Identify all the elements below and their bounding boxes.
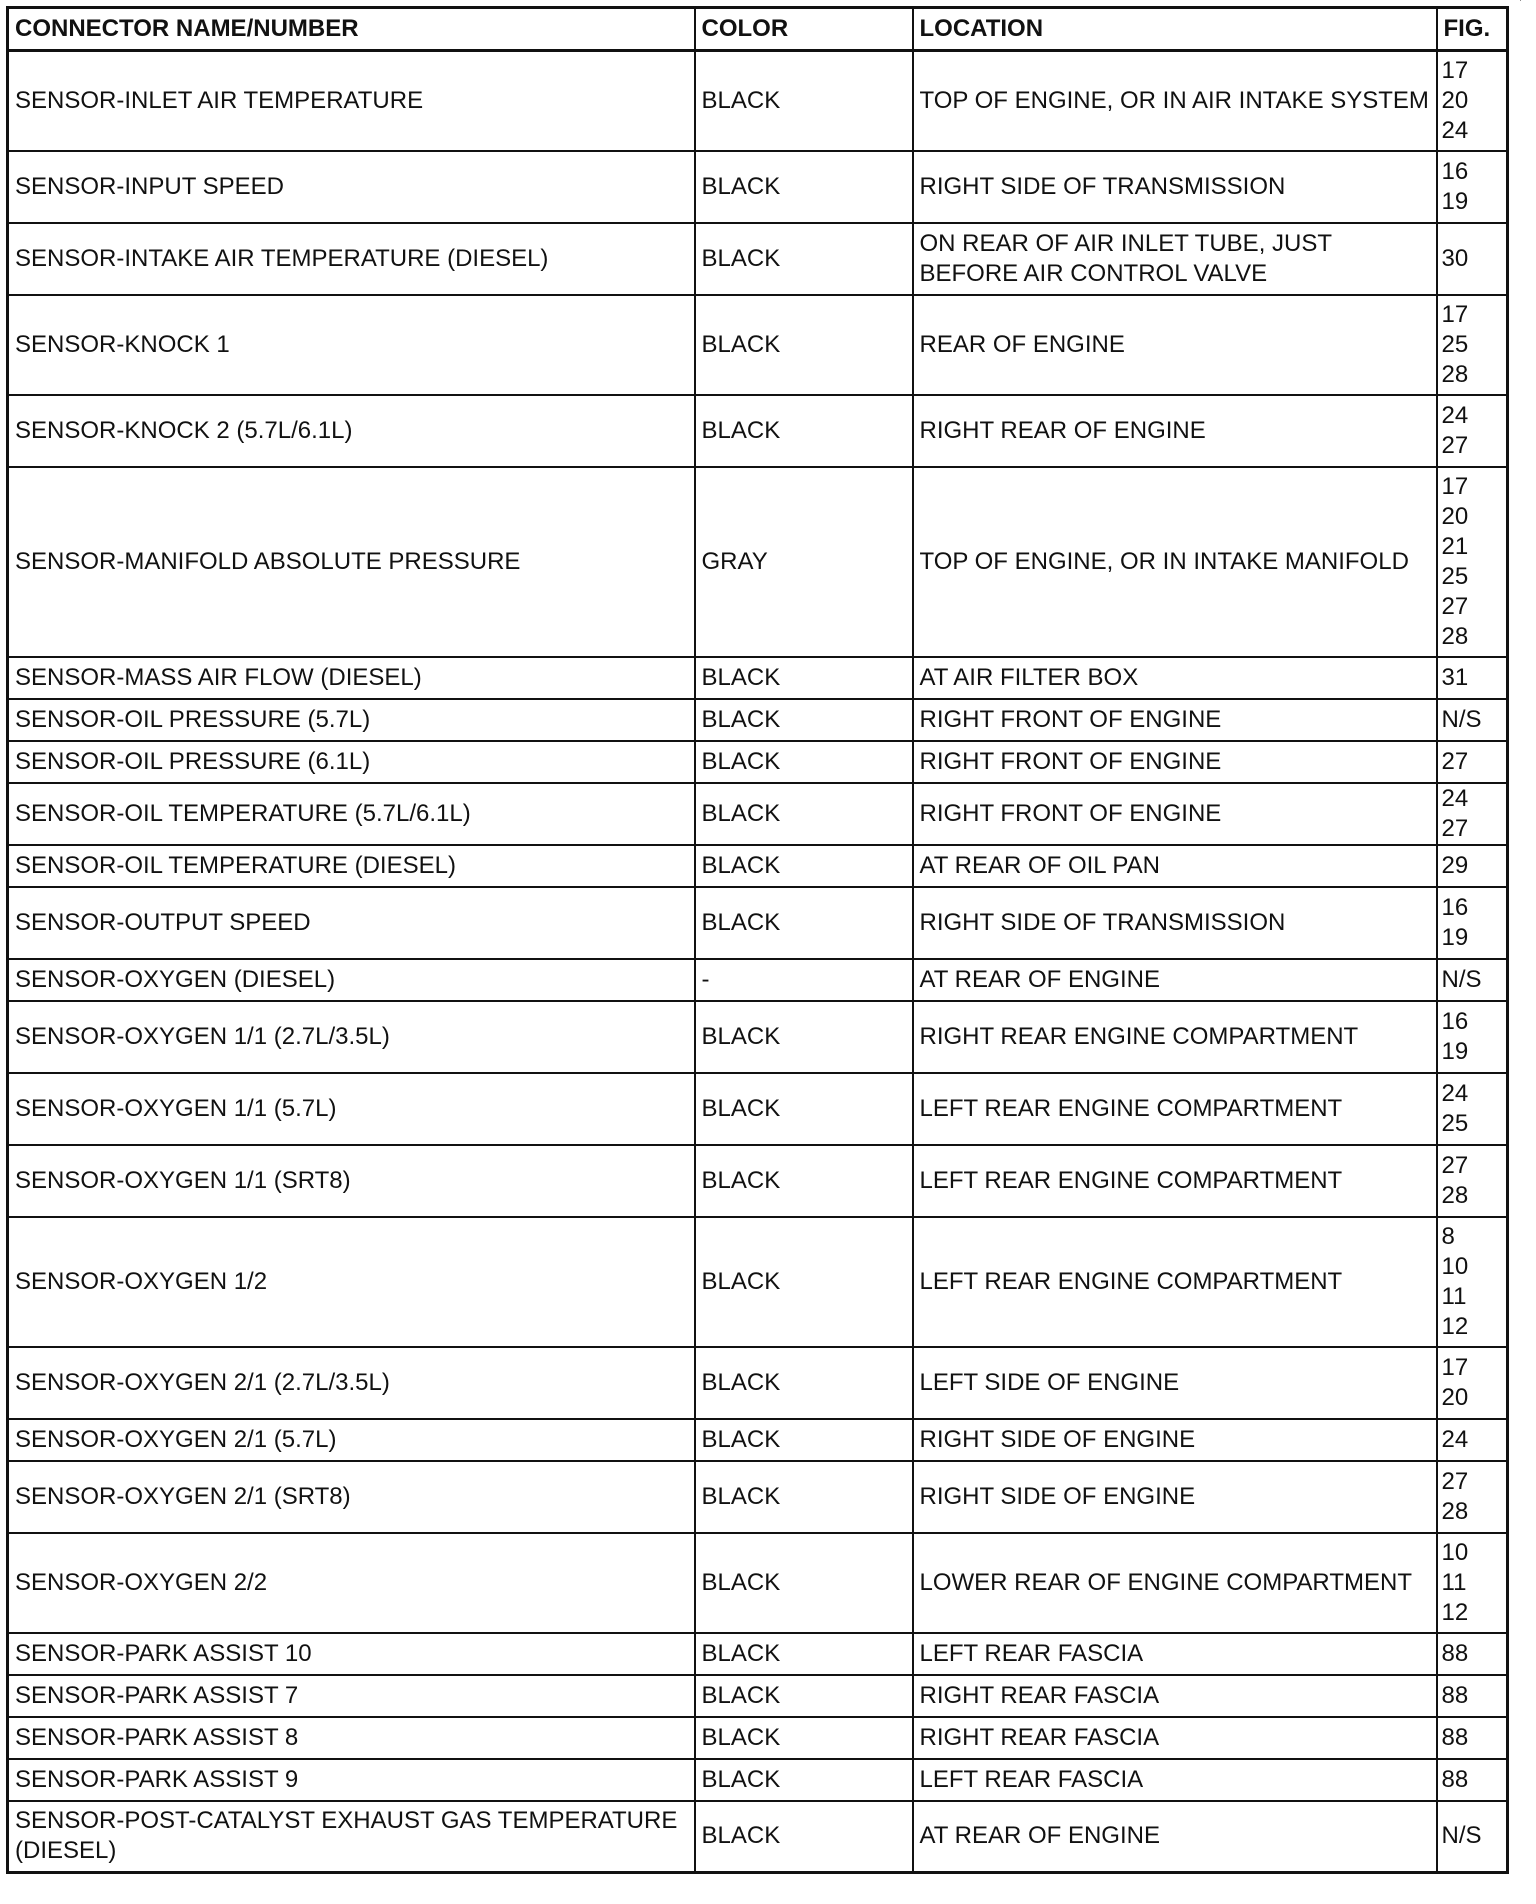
table-row <box>8 887 1508 959</box>
connector-color-cell: BLACK <box>695 1001 913 1073</box>
connector-name-cell: SENSOR-OXYGEN 2/1 (5.7L) <box>8 1419 695 1461</box>
fig-number: 25 <box>1441 1109 1469 1137</box>
connector-color-cell: BLACK <box>695 223 913 295</box>
connector-location-cell: RIGHT FRONT OF ENGINE <box>913 741 1437 783</box>
connector-location-cell: RIGHT FRONT OF ENGINE <box>913 699 1437 741</box>
connector-name-cell: SENSOR-INPUT SPEED <box>8 151 695 223</box>
table-row <box>8 1675 1508 1717</box>
fig-number: N/S <box>1441 965 1482 993</box>
connector-name-cell: SENSOR-OXYGEN 1/1 (SRT8) <box>8 1145 695 1217</box>
fig-cell <box>1437 467 1508 657</box>
fig-number: 27 <box>1441 747 1469 775</box>
connector-name-cell: SENSOR-MASS AIR FLOW (DIESEL) <box>8 657 695 699</box>
table-row <box>8 1633 1508 1675</box>
fig-number: 17 <box>1441 1353 1469 1381</box>
table-header <box>8 8 1508 51</box>
connector-name-cell: SENSOR-PARK ASSIST 7 <box>8 1675 695 1717</box>
connector-color-cell: BLACK <box>695 1217 913 1347</box>
header-row <box>8 8 1508 51</box>
connector-name-cell: SENSOR-INTAKE AIR TEMPERATURE (DIESEL) <box>8 223 695 295</box>
fig-number: 28 <box>1441 1497 1469 1525</box>
connector-name-cell: SENSOR-PARK ASSIST 8 <box>8 1717 695 1759</box>
connector-name-cell: SENSOR-OXYGEN 1/2 <box>8 1217 695 1347</box>
table-row <box>8 699 1508 741</box>
fig-number: 10 <box>1441 1252 1469 1280</box>
fig-cell <box>1437 1533 1508 1633</box>
fig-cell <box>1437 1633 1508 1675</box>
connector-location-cell: RIGHT SIDE OF ENGINE <box>913 1461 1437 1533</box>
table-row <box>8 1759 1508 1801</box>
connector-table <box>6 6 1509 1874</box>
connector-color-cell: BLACK <box>695 699 913 741</box>
fig-number: 24 <box>1441 1079 1469 1107</box>
fig-number: 88 <box>1441 1681 1469 1709</box>
connector-location-cell: AT REAR OF ENGINE <box>913 1801 1437 1873</box>
connector-location-cell: RIGHT REAR FASCIA <box>913 1717 1437 1759</box>
connector-color-cell: BLACK <box>695 1801 913 1873</box>
fig-number: 24 <box>1441 1425 1469 1453</box>
connector-name-cell: SENSOR-INLET AIR TEMPERATURE <box>8 51 695 151</box>
connector-location-cell: TOP OF ENGINE, OR IN AIR INTAKE SYSTEM <box>913 51 1437 151</box>
connector-color-cell: BLACK <box>695 1347 913 1419</box>
fig-number: 24 <box>1441 116 1469 144</box>
connector-location-cell: RIGHT REAR OF ENGINE <box>913 395 1437 467</box>
fig-number: 19 <box>1441 923 1469 951</box>
connector-color-cell: BLACK <box>695 1717 913 1759</box>
fig-number: 21 <box>1441 532 1469 560</box>
connector-location-cell: REAR OF ENGINE <box>913 295 1437 395</box>
connector-location-cell: AT REAR OF ENGINE <box>913 959 1437 1001</box>
connector-name-cell: SENSOR-OXYGEN (DIESEL) <box>8 959 695 1001</box>
connector-location-cell: LOWER REAR OF ENGINE COMPARTMENT <box>913 1533 1437 1633</box>
fig-cell <box>1437 741 1508 783</box>
connector-color-cell: BLACK <box>695 295 913 395</box>
connector-name-cell: SENSOR-OXYGEN 2/1 (SRT8) <box>8 1461 695 1533</box>
table-row <box>8 845 1508 887</box>
fig-number: 25 <box>1441 330 1469 358</box>
connector-name-cell: SENSOR-KNOCK 1 <box>8 295 695 395</box>
connector-location-cell: RIGHT SIDE OF TRANSMISSION <box>913 887 1437 959</box>
connector-color-cell: BLACK <box>695 51 913 151</box>
connector-color-cell: BLACK <box>695 657 913 699</box>
header-connector-name: CONNECTOR NAME/NUMBER <box>8 8 695 51</box>
connector-location-cell: TOP OF ENGINE, OR IN INTAKE MANIFOLD <box>913 467 1437 657</box>
connector-location-cell: AT REAR OF OIL PAN <box>913 845 1437 887</box>
connector-name-cell: SENSOR-OXYGEN 1/1 (2.7L/3.5L) <box>8 1001 695 1073</box>
fig-number: N/S <box>1441 705 1482 733</box>
connector-color-cell: BLACK <box>695 151 913 223</box>
connector-color-cell: BLACK <box>695 1073 913 1145</box>
connector-location-cell: ON REAR OF AIR INLET TUBE, JUST BEFORE AIR CONTROL VALVE <box>913 223 1437 295</box>
table-row <box>8 1073 1508 1145</box>
connector-color-cell: BLACK <box>695 741 913 783</box>
connector-color-cell: BLACK <box>695 1633 913 1675</box>
fig-number: N/S <box>1441 1822 1482 1850</box>
connector-name-cell: SENSOR-OIL PRESSURE (5.7L) <box>8 699 695 741</box>
connector-location-cell: RIGHT REAR FASCIA <box>913 1675 1437 1717</box>
fig-number: 11 <box>1441 1282 1467 1310</box>
fig-number: 28 <box>1441 1181 1469 1209</box>
connector-name-cell: SENSOR-POST-CATALYST EXHAUST GAS TEMPERATURE (DIESEL) <box>8 1801 695 1873</box>
fig-cell <box>1437 1717 1508 1759</box>
fig-cell <box>1437 887 1508 959</box>
fig-number: 20 <box>1441 86 1469 114</box>
connector-location-cell: RIGHT FRONT OF ENGINE <box>913 783 1437 845</box>
table-row <box>8 467 1508 657</box>
fig-cell <box>1437 1217 1508 1347</box>
connector-name-cell: SENSOR-PARK ASSIST 10 <box>8 1633 695 1675</box>
fig-number: 29 <box>1441 851 1469 879</box>
connector-location-cell: LEFT REAR FASCIA <box>913 1759 1437 1801</box>
connector-name-cell: SENSOR-OIL TEMPERATURE (DIESEL) <box>8 845 695 887</box>
table-row <box>8 1717 1508 1759</box>
table-row <box>8 1217 1508 1347</box>
connector-name-cell: SENSOR-OIL TEMPERATURE (5.7L/6.1L) <box>8 783 695 845</box>
fig-number: 10 <box>1441 1538 1469 1566</box>
connector-location-cell: LEFT REAR FASCIA <box>913 1633 1437 1675</box>
fig-cell <box>1437 295 1508 395</box>
fig-number: 17 <box>1441 300 1469 328</box>
table-row <box>8 657 1508 699</box>
header-fig: FIG. <box>1437 8 1508 51</box>
fig-number: 17 <box>1441 56 1469 84</box>
header-color: COLOR <box>695 8 913 51</box>
table-row <box>8 51 1508 151</box>
connector-color-cell: BLACK <box>695 395 913 467</box>
fig-cell <box>1437 151 1508 223</box>
fig-number: 88 <box>1441 1639 1469 1667</box>
fig-cell <box>1437 395 1508 467</box>
header-location: LOCATION <box>913 8 1437 51</box>
fig-number: 24 <box>1441 401 1469 429</box>
fig-number: 27 <box>1441 431 1469 459</box>
connector-color-cell: BLACK <box>695 887 913 959</box>
fig-number: 28 <box>1441 622 1469 650</box>
fig-cell <box>1437 783 1508 845</box>
fig-number: 27 <box>1441 1151 1469 1179</box>
table-row <box>8 223 1508 295</box>
fig-cell <box>1437 1461 1508 1533</box>
connector-name-cell: SENSOR-OUTPUT SPEED <box>8 887 695 959</box>
fig-number: 12 <box>1441 1312 1469 1340</box>
fig-number: 27 <box>1441 1467 1469 1495</box>
fig-number: 31 <box>1441 663 1469 691</box>
connector-color-cell: - <box>695 959 913 1001</box>
connector-color-cell: BLACK <box>695 1759 913 1801</box>
fig-number: 19 <box>1441 187 1469 215</box>
connector-color-cell: BLACK <box>695 1145 913 1217</box>
connector-location-cell: LEFT SIDE OF ENGINE <box>913 1347 1437 1419</box>
connector-location-cell: RIGHT SIDE OF TRANSMISSION <box>913 151 1437 223</box>
connector-name-cell: SENSOR-KNOCK 2 (5.7L/6.1L) <box>8 395 695 467</box>
fig-number: 12 <box>1441 1598 1469 1626</box>
fig-cell <box>1437 51 1508 151</box>
fig-number: 16 <box>1441 157 1469 185</box>
fig-number: 88 <box>1441 1723 1469 1751</box>
connector-location-cell: LEFT REAR ENGINE COMPARTMENT <box>913 1073 1437 1145</box>
fig-number: 20 <box>1441 1383 1469 1411</box>
page-corner-mark: ˈ <box>1518 0 1522 10</box>
table-row <box>8 959 1508 1001</box>
fig-cell <box>1437 1801 1508 1873</box>
table-body <box>8 51 1508 1873</box>
fig-cell <box>1437 1347 1508 1419</box>
connector-color-cell: BLACK <box>695 845 913 887</box>
connector-location-cell: RIGHT SIDE OF ENGINE <box>913 1419 1437 1461</box>
fig-cell <box>1437 1419 1508 1461</box>
fig-cell <box>1437 959 1508 1001</box>
table-row <box>8 1145 1508 1217</box>
table-row <box>8 1347 1508 1419</box>
fig-number: 25 <box>1441 562 1469 590</box>
fig-number: 88 <box>1441 1765 1469 1793</box>
fig-cell <box>1437 1001 1508 1073</box>
fig-number: 8 <box>1441 1222 1455 1250</box>
fig-cell <box>1437 223 1508 295</box>
fig-cell <box>1437 1145 1508 1217</box>
table-row <box>8 1001 1508 1073</box>
fig-number: 17 <box>1441 472 1469 500</box>
fig-cell <box>1437 657 1508 699</box>
fig-cell <box>1437 845 1508 887</box>
table-row <box>8 151 1508 223</box>
table-row <box>8 1801 1508 1873</box>
table-row <box>8 783 1508 845</box>
connector-name-cell: SENSOR-OXYGEN 2/1 (2.7L/3.5L) <box>8 1347 695 1419</box>
table-row <box>8 1533 1508 1633</box>
table-row <box>8 741 1508 783</box>
table-row <box>8 295 1508 395</box>
fig-number: 16 <box>1441 893 1469 921</box>
connector-location-cell: LEFT REAR ENGINE COMPARTMENT <box>913 1145 1437 1217</box>
fig-number: 24 <box>1441 784 1469 812</box>
table-row <box>8 395 1508 467</box>
fig-number: 11 <box>1441 1568 1467 1596</box>
table-row <box>8 1461 1508 1533</box>
connector-name-cell: SENSOR-OXYGEN 2/2 <box>8 1533 695 1633</box>
connector-color-cell: BLACK <box>695 1461 913 1533</box>
connector-name-cell: SENSOR-MANIFOLD ABSOLUTE PRESSURE <box>8 467 695 657</box>
fig-number: 27 <box>1441 592 1469 620</box>
connector-name-cell: SENSOR-PARK ASSIST 9 <box>8 1759 695 1801</box>
fig-number: 16 <box>1441 1007 1469 1035</box>
connector-name-cell: SENSOR-OIL PRESSURE (6.1L) <box>8 741 695 783</box>
connector-location-cell: LEFT REAR ENGINE COMPARTMENT <box>913 1217 1437 1347</box>
connector-name-cell: SENSOR-OXYGEN 1/1 (5.7L) <box>8 1073 695 1145</box>
connector-location-cell: AT AIR FILTER BOX <box>913 657 1437 699</box>
fig-number: 30 <box>1441 244 1469 272</box>
fig-cell <box>1437 1675 1508 1717</box>
connector-color-cell: GRAY <box>695 467 913 657</box>
connector-color-cell: BLACK <box>695 783 913 845</box>
fig-cell <box>1437 699 1508 741</box>
fig-cell <box>1437 1759 1508 1801</box>
fig-number: 20 <box>1441 502 1469 530</box>
connector-color-cell: BLACK <box>695 1533 913 1633</box>
connector-color-cell: BLACK <box>695 1675 913 1717</box>
fig-number: 27 <box>1441 814 1469 842</box>
connector-location-cell: RIGHT REAR ENGINE COMPARTMENT <box>913 1001 1437 1073</box>
fig-cell <box>1437 1073 1508 1145</box>
fig-number: 19 <box>1441 1037 1469 1065</box>
fig-number: 28 <box>1441 360 1469 388</box>
table-row <box>8 1419 1508 1461</box>
connector-color-cell: BLACK <box>695 1419 913 1461</box>
